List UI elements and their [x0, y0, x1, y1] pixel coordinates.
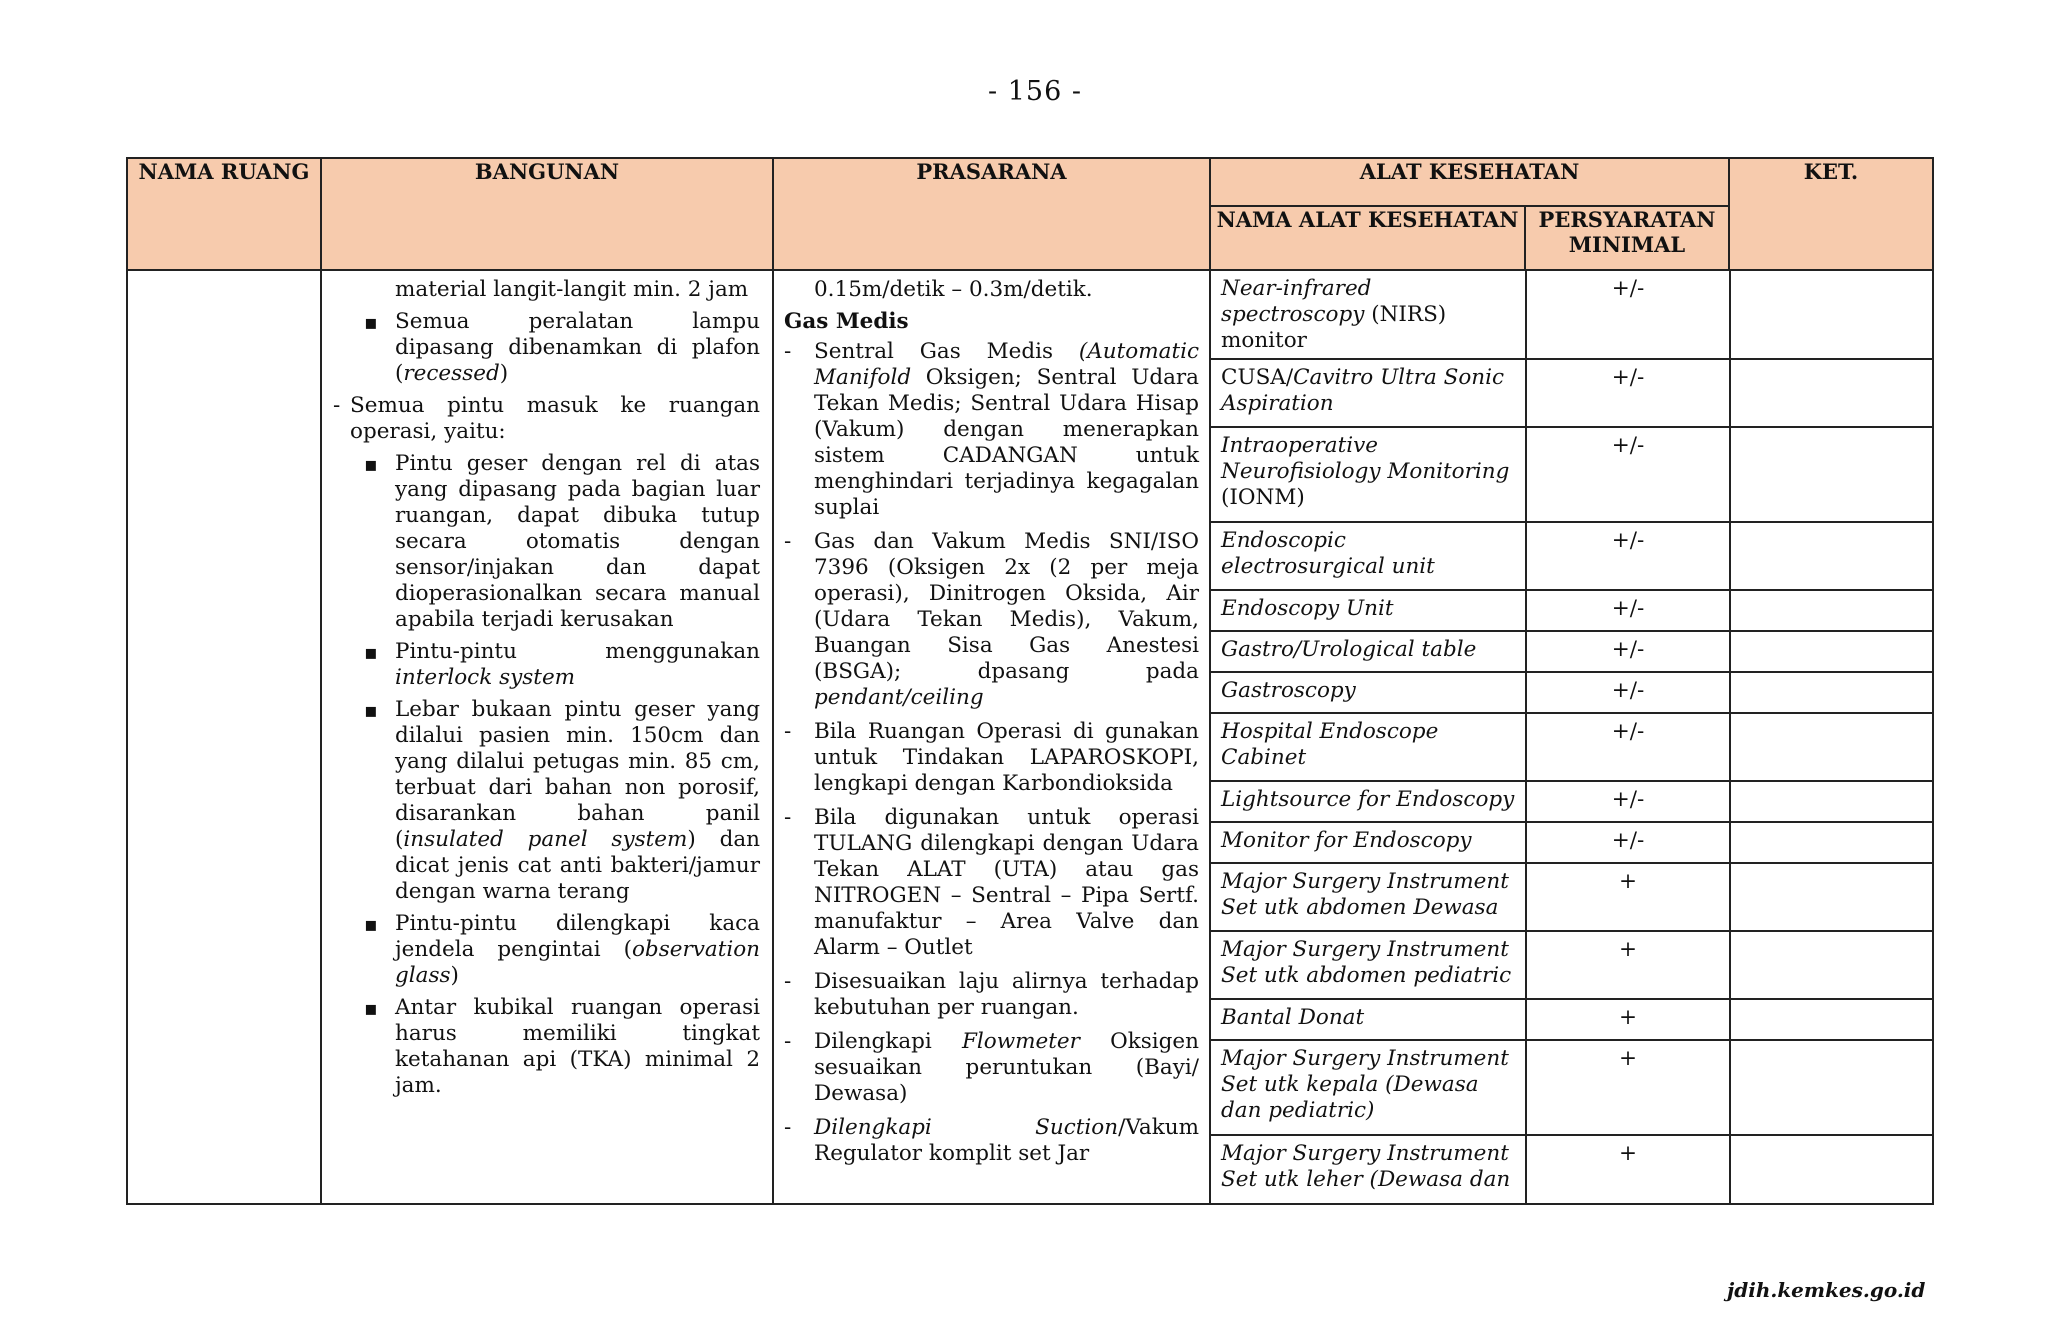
alat-row	[1211, 713, 1934, 781]
alat-row	[1211, 1135, 1934, 1203]
alat-ket	[1730, 631, 1934, 672]
alat-name: Gastroscopy	[1211, 672, 1526, 713]
alat-row	[1211, 427, 1934, 522]
header-prasarana: PRASARANA	[773, 158, 1210, 270]
alat-kesehatan-cell	[1210, 270, 1933, 1204]
alat-requirement: +/-	[1526, 522, 1730, 590]
alat-ket	[1730, 822, 1934, 863]
alat-ket	[1730, 590, 1934, 631]
header-nama-ruang: NAMA RUANG	[127, 158, 321, 270]
alat-requirement: +	[1526, 1135, 1730, 1203]
alat-requirement: +/-	[1526, 672, 1730, 713]
prasarana-item: - Gas dan Vakum Medis SNI/ISO 7396 (Oksigen 2x (2 per meja operasi), Dinitrogen Oksida, Air (Udara Tekan Medis), Vakum, Buangan Sisa Gas Anestesi (BSGA); dpasang pada pendant/ceiling	[784, 529, 1199, 711]
nama-ruang-cell	[127, 270, 321, 1204]
page-number: - 156 -	[988, 76, 1082, 107]
prasarana-item: - Bila Ruangan Operasi di gunakan untuk Tindakan LAPAROSKOPI, lengkapi dengan Karbondioksida	[784, 719, 1199, 797]
header-alat-kesehatan: ALAT KESEHATAN	[1210, 158, 1729, 206]
requirements-table	[126, 157, 1934, 1205]
bangunan-bullet: ▪ Pintu geser dengan rel di atas yang dipasang pada bagian luar ruangan, dapat dibuka tutup secara otomatis dengan sensor/injakan dan dapat dioperasionalkan secara manual apabila terjadi kerusakan	[330, 451, 760, 633]
alat-row	[1211, 999, 1934, 1040]
alat-requirement: +/-	[1526, 713, 1730, 781]
alat-name: Near-infrared spectroscopy (NIRS) monitor	[1211, 271, 1526, 359]
bangunan-bullet: ▪ Lebar bukaan pintu geser yang dilalui pasien min. 150cm dan yang dilalui petugas min. 85 cm, terbuat dari bahan non porosif, disarankan bahan panil (insulated panel system) dan dicat jenis cat anti bakteri/jamur dengan warna terang	[330, 697, 760, 905]
alat-name: Intraoperative Neurofisiology Monitoring (IONM)	[1211, 427, 1526, 522]
prasarana-line: 0.15m/detik – 0.3m/detik.	[814, 277, 1093, 302]
alat-requirement: +	[1526, 1040, 1730, 1135]
prasarana-cell	[773, 270, 1210, 1204]
prasarana-item: - Dilengkapi Flowmeter Oksigen sesuaikan peruntukan (Bayi/ Dewasa)	[784, 1029, 1199, 1107]
alat-ket	[1730, 713, 1934, 781]
alat-ket	[1730, 522, 1934, 590]
alat-row	[1211, 863, 1934, 931]
footer-url: jdih.kemkes.go.id	[1727, 1278, 1926, 1302]
alat-row	[1211, 522, 1934, 590]
alat-row	[1211, 931, 1934, 999]
alat-name: Hospital Endoscope Cabinet	[1211, 713, 1526, 781]
alat-requirement: +/-	[1526, 427, 1730, 522]
alat-requirement: +/-	[1526, 271, 1730, 359]
prasarana-heading: Gas Medis	[784, 309, 909, 334]
header-nama-alat: NAMA ALAT KESEHATAN	[1210, 206, 1525, 270]
alat-row	[1211, 590, 1934, 631]
alat-requirement: +/-	[1526, 631, 1730, 672]
bangunan-bullet: ▪ Antar kubikal ruangan operasi harus memiliki tingkat ketahanan api (TKA) minimal 2 jam.	[330, 995, 760, 1099]
alat-name: Lightsource for Endoscopy	[1211, 781, 1526, 822]
alat-row	[1211, 1040, 1934, 1135]
alat-table	[1211, 271, 1934, 1203]
bangunan-bullet: ▪ Pintu-pintu dilengkapi kaca jendela pengintai (observation glass)	[330, 911, 760, 989]
prasarana-item: - Bila digunakan untuk operasi TULANG dilengkapi dengan Udara Tekan ALAT (UTA) atau gas NITROGEN – Sentral – Pipa Sertf. manufaktur – Area Valve dan Alarm – Outlet	[784, 805, 1199, 961]
alat-name: Major Surgery Instrument Set utk kepala (Dewasa dan pediatric)	[1211, 1040, 1526, 1135]
alat-ket	[1730, 1040, 1934, 1135]
bangunan-line: material langit-langit min. 2 jam	[395, 277, 749, 302]
alat-requirement: +/-	[1526, 781, 1730, 822]
prasarana-item: - Dilengkapi Suction/Vakum Regulator komplit set Jar	[784, 1115, 1199, 1167]
alat-name: Gastro/Urological table	[1211, 631, 1526, 672]
bangunan-dash: - Semua pintu masuk ke ruangan operasi, yaitu:	[330, 393, 760, 445]
bangunan-cell	[321, 270, 773, 1204]
alat-requirement: +/-	[1526, 822, 1730, 863]
bangunan-bullet: ▪ Semua peralatan lampu dipasang dibenamkan di plafon (recessed)	[330, 309, 760, 387]
alat-ket	[1730, 672, 1934, 713]
alat-ket	[1730, 781, 1934, 822]
header-bangunan: BANGUNAN	[321, 158, 773, 270]
alat-requirement: +	[1526, 863, 1730, 931]
alat-ket	[1730, 359, 1934, 427]
bangunan-bullet: ▪ Pintu-pintu menggunakan interlock system	[330, 639, 760, 691]
alat-name: CUSA/Cavitro Ultra Sonic Aspiration	[1211, 359, 1526, 427]
prasarana-item: - Sentral Gas Medis (Automatic Manifold Oksigen; Sentral Udara Tekan Medis; Sentral Udara Hisap (Vakum) dengan menerapkan sistem CADANGAN untuk menghindari terjadinya kegagalan suplai	[784, 339, 1199, 521]
alat-requirement: +/-	[1526, 359, 1730, 427]
alat-ket	[1730, 271, 1934, 359]
alat-name: Monitor for Endoscopy	[1211, 822, 1526, 863]
alat-ket	[1730, 863, 1934, 931]
alat-name: Bantal Donat	[1211, 999, 1526, 1040]
alat-row	[1211, 781, 1934, 822]
alat-ket	[1730, 999, 1934, 1040]
alat-ket	[1730, 427, 1934, 522]
alat-name: Major Surgery Instrument Set utk abdomen pediatric	[1211, 931, 1526, 999]
alat-requirement: +/-	[1526, 590, 1730, 631]
alat-name: Endoscopy Unit	[1211, 590, 1526, 631]
alat-ket	[1730, 931, 1934, 999]
alat-name: Major Surgery Instrument Set utk leher (Dewasa dan	[1211, 1135, 1526, 1203]
alat-row	[1211, 631, 1934, 672]
alat-row	[1211, 271, 1934, 359]
header-ket: KET.	[1729, 158, 1933, 270]
alat-name: Endoscopic electrosurgical unit	[1211, 522, 1526, 590]
prasarana-item: - Disesuaikan laju alirnya terhadap kebutuhan per ruangan.	[784, 969, 1199, 1021]
alat-row	[1211, 822, 1934, 863]
alat-requirement: +	[1526, 931, 1730, 999]
alat-row	[1211, 359, 1934, 427]
alat-ket	[1730, 1135, 1934, 1203]
alat-name: Major Surgery Instrument Set utk abdomen Dewasa	[1211, 863, 1526, 931]
header-persyaratan: PERSYARATAN MINIMAL	[1525, 206, 1729, 270]
alat-row	[1211, 672, 1934, 713]
alat-requirement: +	[1526, 999, 1730, 1040]
